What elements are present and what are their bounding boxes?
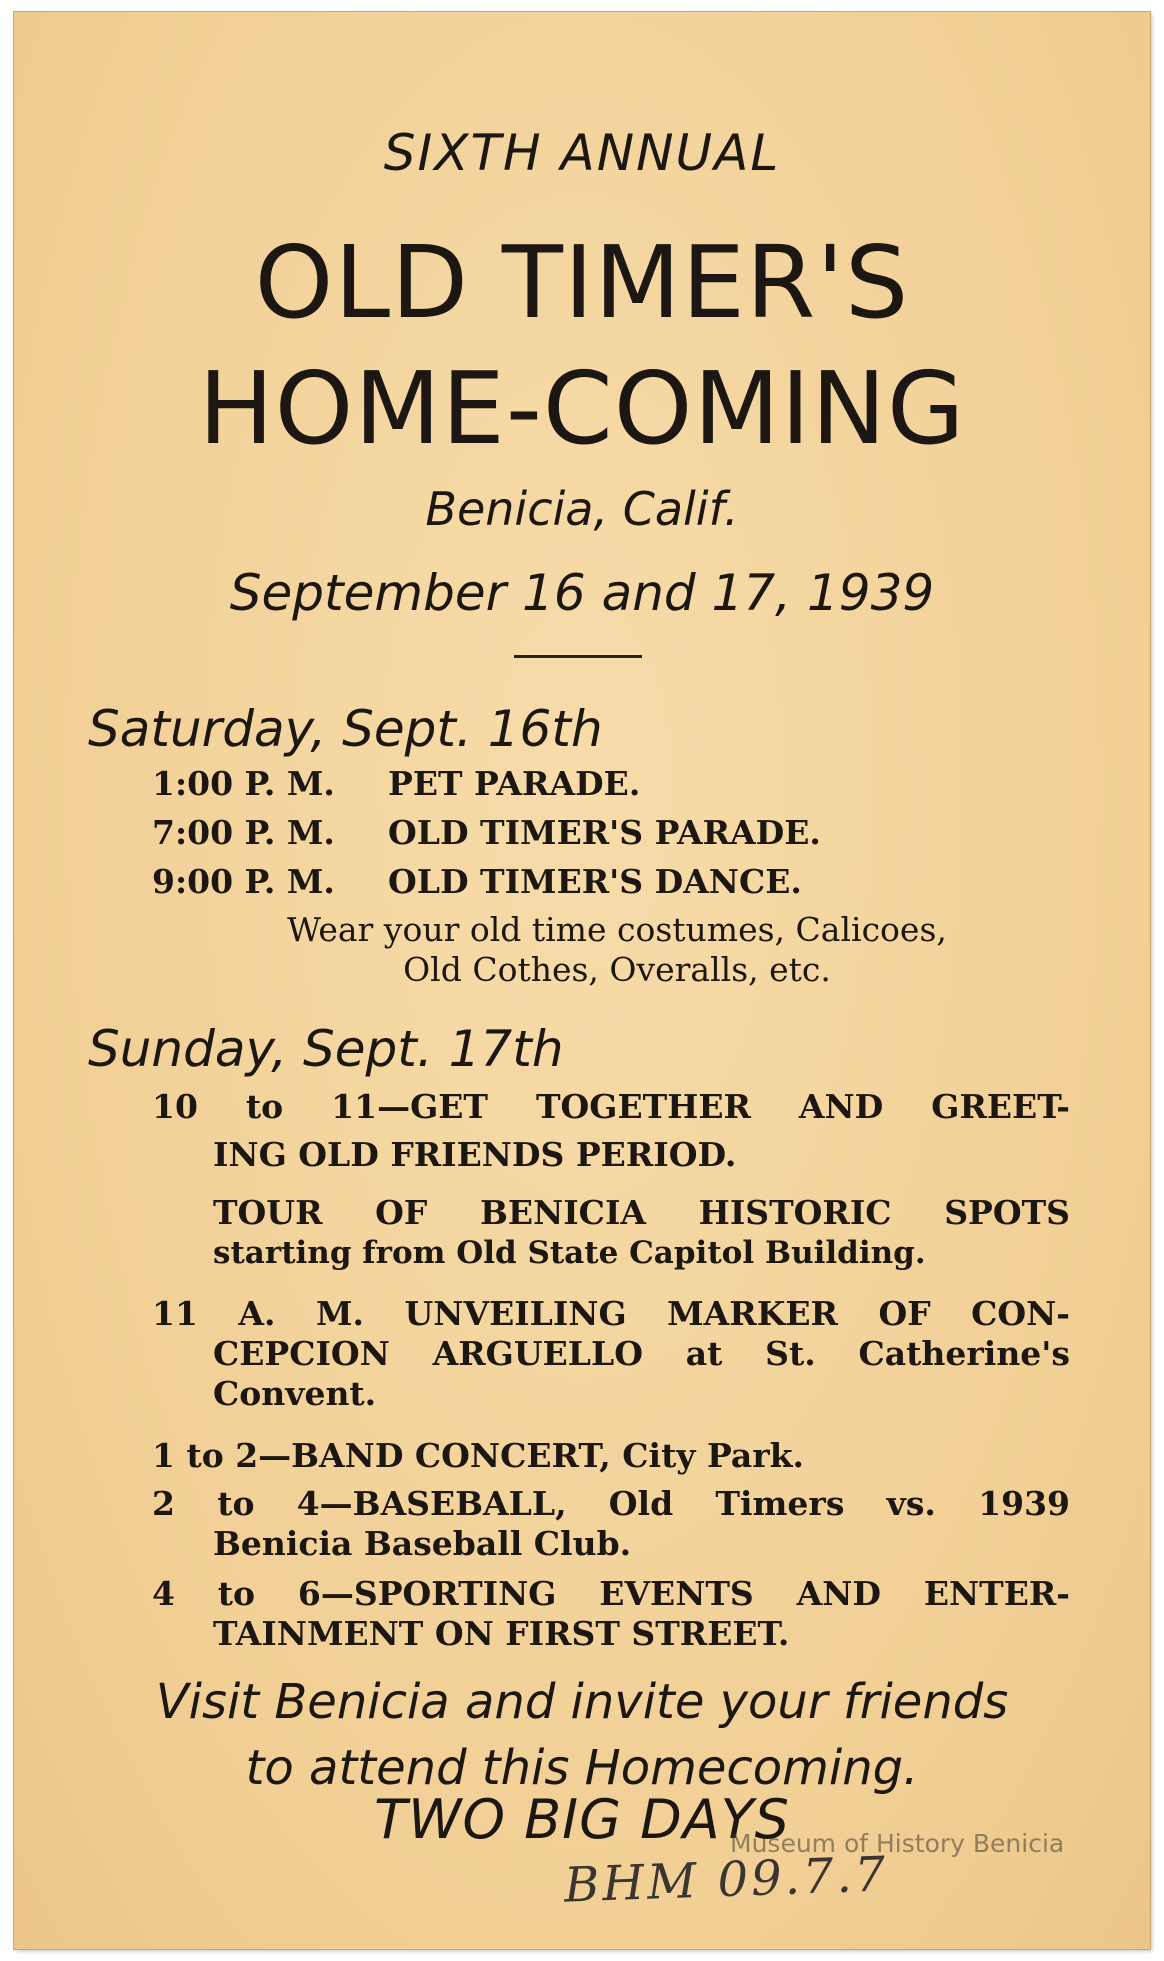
two-big-days: TWO BIG DAYS — [374, 1788, 790, 1851]
event-text: OLD TIMER'S DANCE. — [388, 862, 802, 901]
sixth-annual-label: SIXTH ANNUAL — [383, 124, 781, 182]
title-line-2: HOME-COMING — [198, 350, 966, 467]
museum-watermark: Museum of History Benicia — [730, 1829, 1065, 1858]
homecoming-card — [14, 12, 1150, 1949]
city-label: Benicia, Calif. — [425, 482, 739, 536]
handwritten-catalog-number: BHM 09.7.7 — [563, 1846, 890, 1914]
sunday-item-line: 11 A. M. UNVEILING MARKER OF CON- — [152, 1294, 1070, 1333]
divider-rule — [514, 655, 642, 658]
event-time: 1:00 P. M. — [152, 764, 335, 803]
sunday-item-line: 10 to 11—GET TOGETHER AND GREET- — [152, 1087, 1070, 1126]
event-time: 7:00 P. M. — [152, 813, 335, 852]
sunday-item-line: 1 to 2—BAND CONCERT, City Park. — [152, 1436, 805, 1475]
saturday-event — [152, 764, 640, 803]
sunday-item-line: starting from Old State Capitol Building. — [213, 1235, 926, 1271]
sunday-item-line: Convent. — [213, 1374, 377, 1413]
saturday-event — [152, 813, 821, 852]
sunday-heading: Sunday, Sept. 17th — [88, 1020, 564, 1078]
sunday-item-line: TAINMENT ON FIRST STREET. — [213, 1614, 790, 1653]
saturday-event — [152, 862, 802, 901]
sunday-item-line: 2 to 4—BASEBALL, Old Timers vs. 1939 — [152, 1484, 1070, 1523]
title-line-1: OLD TIMER'S — [254, 224, 910, 341]
event-text: OLD TIMER'S PARADE. — [388, 813, 821, 852]
visit-line-1: Visit Benicia and invite your friends — [155, 1674, 1009, 1730]
visit-line-2: to attend this Homecoming. — [245, 1740, 919, 1796]
sunday-item-line: Benicia Baseball Club. — [213, 1524, 632, 1563]
event-text: PET PARADE. — [388, 764, 641, 803]
event-time: 9:00 P. M. — [152, 862, 335, 901]
costume-note-line-1: Wear your old time costumes, Calicoes, — [287, 910, 947, 949]
sunday-item-line: ING OLD FRIENDS PERIOD. — [213, 1135, 737, 1174]
saturday-heading: Saturday, Sept. 16th — [88, 700, 603, 758]
sunday-item-line: TOUR OF BENICIA HISTORIC SPOTS — [213, 1193, 1070, 1232]
sunday-item-line: CEPCION ARGUELLO at St. Catherine's — [213, 1334, 1070, 1373]
event-dates: September 16 and 17, 1939 — [229, 564, 935, 622]
sunday-item-line: 4 to 6—SPORTING EVENTS AND ENTER- — [152, 1574, 1070, 1613]
costume-note-line-2: Old Cothes, Overalls, etc. — [403, 950, 831, 989]
